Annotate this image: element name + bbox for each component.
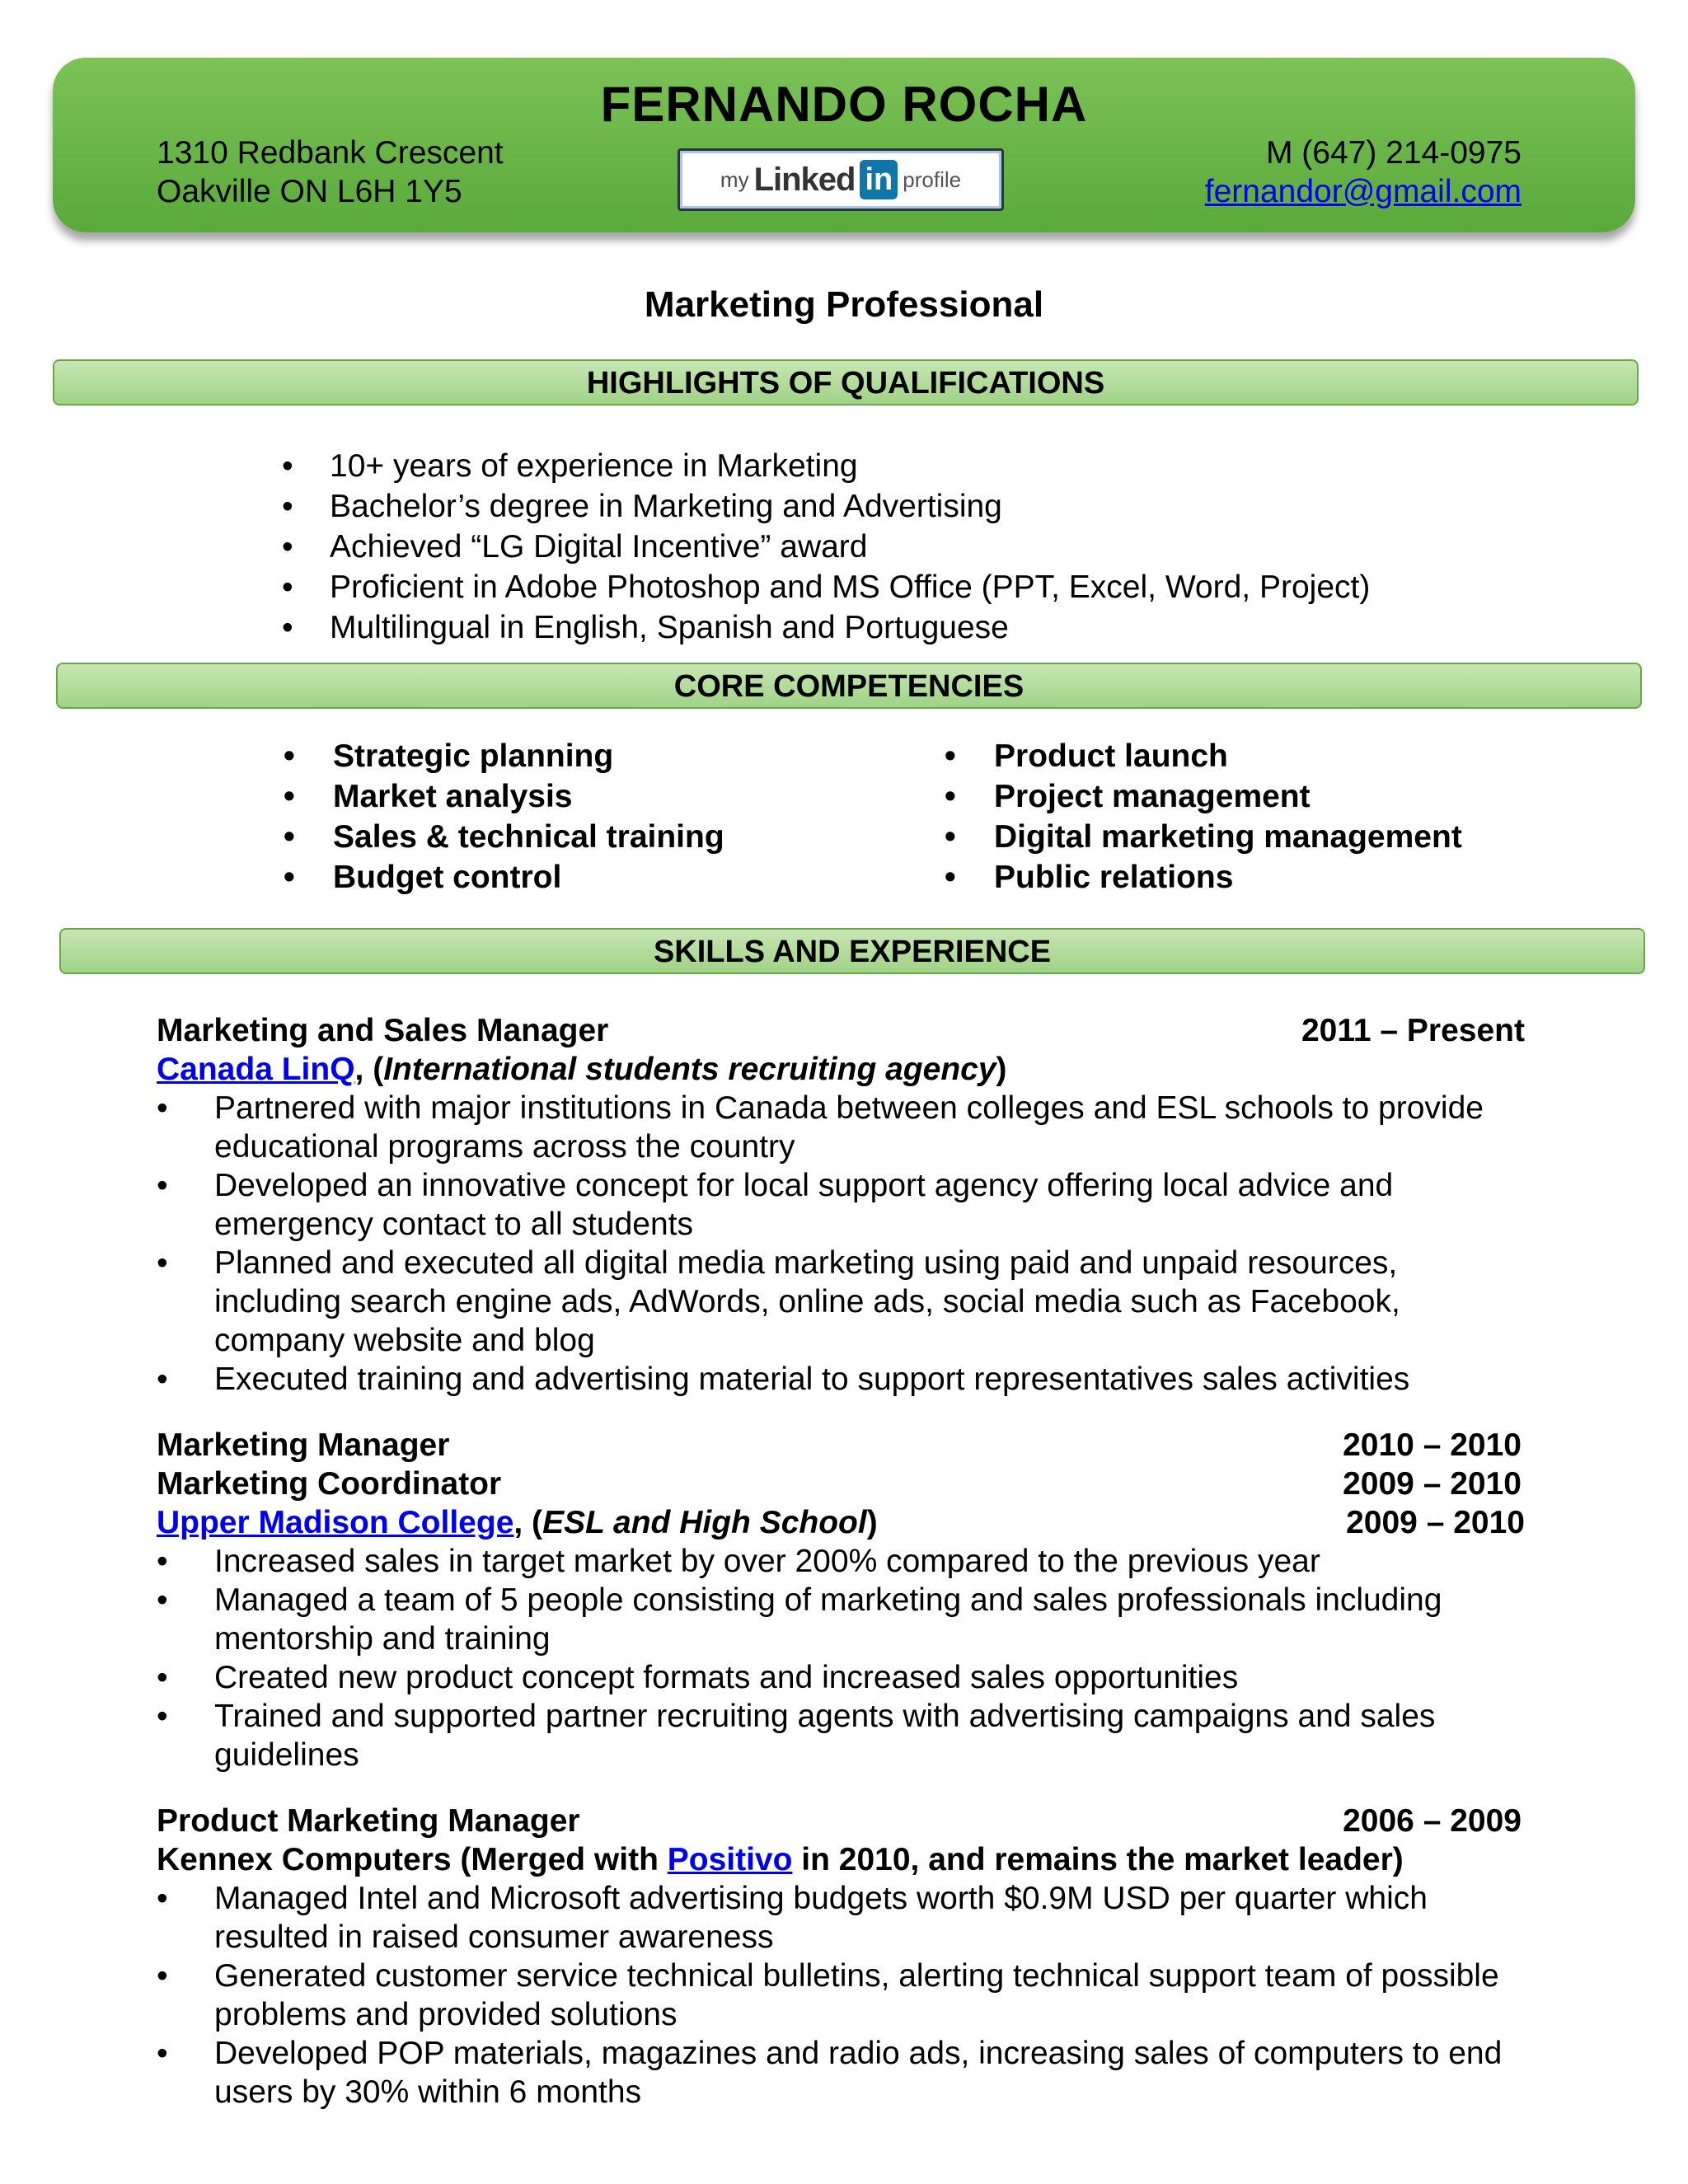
company-note: in 2010, and remains the market leader) xyxy=(792,1842,1404,1877)
company-sep: , ( xyxy=(354,1052,384,1087)
job-canada-linq xyxy=(157,1011,1525,1399)
company-sep: , ( xyxy=(513,1505,543,1540)
list-item: • Product launch xyxy=(994,736,1462,776)
list-item: • Increased sales in target market by over 200% compared to the previous year xyxy=(157,1542,1525,1581)
company-row xyxy=(157,1840,1525,1879)
job-title-row xyxy=(157,1802,1525,1840)
address-line-2: Oakville ON L6H 1Y5 xyxy=(157,174,462,209)
list-item: • Proficient in Adobe Photoshop and MS Office (PPT, Excel, Word, Project) xyxy=(330,567,1370,607)
company-close: ) xyxy=(996,1052,1007,1087)
list-item: • Bachelor’s degree in Marketing and Advertising xyxy=(330,486,1370,527)
contact-info xyxy=(1205,134,1522,211)
address xyxy=(157,134,504,211)
job-title: Product Marketing Manager xyxy=(157,1803,580,1839)
job-title: Marketing and Sales Manager xyxy=(157,1013,609,1048)
job-upper-madison xyxy=(157,1426,1525,1774)
job-title: Marketing Coordinator xyxy=(157,1466,502,1502)
list-item: • Budget control xyxy=(333,857,724,898)
section-header-highlights: HIGHLIGHTS OF QUALIFICATIONS xyxy=(53,359,1639,405)
list-item: • Multilingual in English, Spanish and Portuguese xyxy=(330,607,1370,648)
list-item: • Market analysis xyxy=(333,776,724,817)
address-line-1: 1310 Redbank Crescent xyxy=(157,135,504,171)
email-link[interactable]: fernandor@gmail.com xyxy=(1204,174,1522,209)
list-item: • Sales & technical training xyxy=(333,817,724,857)
list-item: • Executed training and advertising material to support representatives sales activities xyxy=(157,1360,1525,1399)
job-dates: 2011 – Present xyxy=(1301,1013,1525,1048)
job-dates: 2010 – 2010 xyxy=(1343,1427,1522,1463)
company-description: ESL and High School xyxy=(542,1505,867,1540)
list-item: • Trained and supported partner recruiting agents with advertising campaigns and sales guidelines xyxy=(157,1697,1525,1774)
job-dates: 2006 – 2009 xyxy=(1343,1803,1522,1839)
list-item: • Developed an innovative concept for local support agency offering local advice and emergency contact to all students xyxy=(157,1166,1525,1244)
company-name: Kennex Computers (Merged with xyxy=(157,1842,668,1877)
section-header-competencies: CORE COMPETENCIES xyxy=(56,663,1642,709)
company-link[interactable]: Canada LinQ xyxy=(157,1052,355,1087)
candidate-name: FERNANDO ROCHA xyxy=(600,77,1088,132)
list-item: • Project management xyxy=(994,776,1462,817)
list-item: • Created new product concept formats and increased sales opportunities xyxy=(157,1658,1525,1697)
list-item: • Achieved “LG Digital Incentive” award xyxy=(330,527,1370,567)
list-item: • Developed POP materials, magazines and radio ads, increasing sales of computers to end users by 30% within 6 months xyxy=(157,2034,1525,2111)
list-item: • Managed Intel and Microsoft advertising budgets worth $0.9M USD per quarter which resulted in raised consumer awareness xyxy=(157,1879,1525,1957)
linkedin-in-icon: in xyxy=(860,160,898,199)
list-item: • Strategic planning xyxy=(333,736,724,776)
company-row xyxy=(157,1050,1525,1089)
company-row xyxy=(157,1503,1525,1542)
list-item: • Digital marketing management xyxy=(994,817,1462,857)
linkedin-profile-text: profile xyxy=(903,166,962,192)
company-link[interactable]: Positivo xyxy=(667,1842,793,1877)
list-item: • Managed a team of 5 people consisting of marketing and sales professionals including mentorship and training xyxy=(157,1581,1525,1658)
linkedin-profile-badge[interactable] xyxy=(678,148,1004,211)
company-link[interactable]: Upper Madison College xyxy=(157,1505,514,1540)
job-title-row xyxy=(157,1011,1525,1050)
competencies-left-list xyxy=(333,736,724,898)
list-item: • Public relations xyxy=(994,857,1462,898)
job-kennex xyxy=(157,1802,1525,2111)
list-item: • Generated customer service technical bulletins, alerting technical support team of possible problems and provided solutions xyxy=(157,1957,1525,2034)
competencies-right-list xyxy=(994,736,1462,898)
list-item: • 10+ years of experience in Marketing xyxy=(330,446,1370,486)
section-header-experience: SKILLS AND EXPERIENCE xyxy=(59,928,1645,974)
list-item: • Partnered with major institutions in Canada between colleges and ESL schools to provide educational programs across the country xyxy=(157,1089,1525,1166)
job-title: Marketing Manager xyxy=(157,1427,450,1463)
linkedin-my-text: my xyxy=(720,166,749,192)
company-description: International students recruiting agency xyxy=(383,1052,996,1087)
company-close: ) xyxy=(866,1505,878,1540)
list-item: • Planned and executed all digital media marketing using paid and unpaid resources, including search engine ads, AdWords, online ads, social media such as Facebook, company website and blog xyxy=(157,1244,1525,1360)
highlights-list xyxy=(330,446,1370,648)
job-title-row xyxy=(157,1426,1525,1465)
professional-title: Marketing Professional xyxy=(644,284,1044,325)
phone: M (647) 214-0975 xyxy=(1265,135,1522,171)
job-title-row xyxy=(157,1465,1525,1503)
linkedin-wordmark: Linked xyxy=(753,161,856,198)
company-dates: 2009 – 2010 xyxy=(1346,1505,1525,1540)
header-banner xyxy=(53,58,1635,232)
job-dates: 2009 – 2010 xyxy=(1343,1466,1522,1502)
